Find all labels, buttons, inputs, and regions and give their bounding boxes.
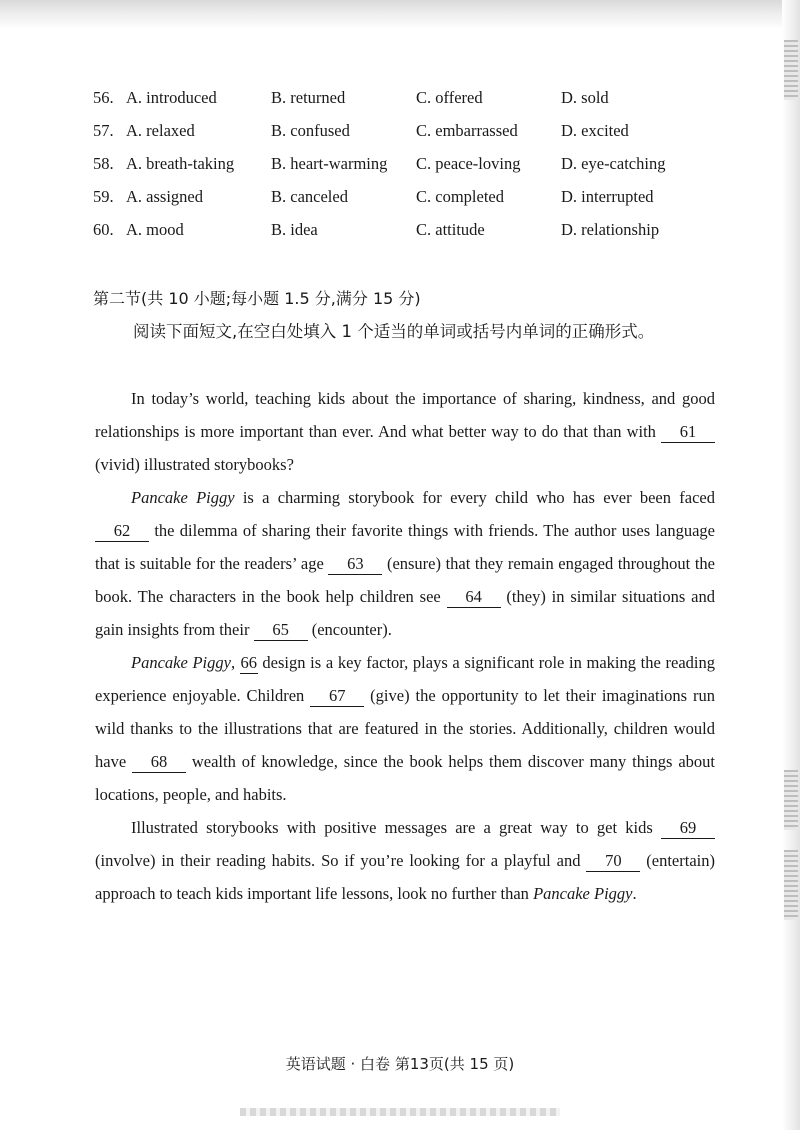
- option-a: A. relaxed: [126, 121, 195, 140]
- text-span: (entertain) approach to teach kids important life lessons, look no further than: [95, 851, 715, 903]
- paragraph-2: [95, 481, 715, 646]
- question-number: 60.: [93, 220, 114, 239]
- blank-68: 68: [132, 752, 186, 773]
- option-b: B. canceled: [271, 187, 348, 206]
- blank-62: 62: [95, 521, 149, 542]
- option-c: C. attitude: [416, 220, 485, 239]
- paragraph-4: [95, 811, 715, 910]
- text-span: .: [632, 884, 637, 903]
- option-b: B. confused: [271, 121, 350, 140]
- book-title: Pancake Piggy: [533, 884, 633, 903]
- section-title: 第二节(共 10 小题;每小题 1.5 分,满分 15 分): [93, 289, 421, 308]
- book-title: Pancake Piggy: [131, 488, 235, 507]
- book-title: Pancake Piggy: [131, 653, 231, 672]
- section-instruction: 阅读下面短文,在空白处填入 1 个适当的单词或括号内单词的正确形式。: [133, 322, 655, 341]
- option-b: B. idea: [271, 220, 318, 239]
- option-c: C. offered: [416, 88, 483, 107]
- question-number: 57.: [93, 121, 114, 140]
- text-span: is a charming storybook for every child who has ever been faced: [234, 488, 715, 507]
- page-footer: 英语试题 · 白卷 第13页(共 15 页): [285, 1055, 515, 1073]
- scan-mark: [784, 850, 798, 920]
- blank-70: 70: [586, 851, 640, 872]
- scan-shadow-bottom: [240, 1108, 560, 1116]
- text-span: (vivid) illustrated storybooks?: [95, 455, 294, 474]
- question-number: 58.: [93, 154, 114, 173]
- text-span: (ensure) that they remain engaged throughout the book. The characters in the book help children see: [95, 554, 715, 606]
- blank-65: 65: [254, 620, 308, 641]
- text-span: Illustrated storybooks with positive messages are a great way to get kids: [131, 818, 661, 837]
- text-span: design is a key factor, plays a significant role in making the reading experience enjoyable. Children: [95, 653, 715, 705]
- option-d: D. interrupted: [561, 187, 654, 206]
- reading-passage: [95, 382, 715, 910]
- option-a: A. breath-taking: [126, 154, 235, 173]
- text-span: (they) in similar situations and gain insights from their: [95, 587, 715, 639]
- blank-66: 66: [240, 653, 257, 672]
- text-span: the dilemma of sharing their favorite things with friends. The author uses language that is suitable for the readers’ age: [95, 521, 715, 573]
- option-c: C. peace-loving: [416, 154, 521, 173]
- text-span: wealth of knowledge, since the book helps them discover many things about locations, people, and habits.: [95, 752, 715, 804]
- blank-69: 69: [661, 818, 715, 839]
- option-a: A. introduced: [126, 88, 217, 107]
- scan-shadow-right: [782, 0, 800, 1130]
- question-number: 59.: [93, 187, 114, 206]
- option-c: C. embarrassed: [416, 121, 518, 140]
- option-b: B. returned: [271, 88, 346, 107]
- option-d: D. sold: [561, 88, 609, 107]
- text-span: (encounter).: [307, 620, 392, 639]
- paragraph-1: [95, 382, 715, 481]
- scan-mark: [784, 40, 798, 100]
- text-span: In today’s world, teaching kids about the importance of sharing, kindness, and good relationships is more important than ever. And what better way to do that than with: [95, 389, 715, 441]
- scan-mark: [784, 770, 798, 830]
- blank-67: 67: [310, 686, 364, 707]
- option-a: A. mood: [126, 220, 184, 239]
- blank-61: 61: [661, 422, 715, 443]
- option-d: D. excited: [561, 121, 629, 140]
- blank-63: 63: [328, 554, 382, 575]
- blank-64: 64: [447, 587, 501, 608]
- text-span: ,: [230, 653, 240, 672]
- option-d: D. relationship: [561, 220, 660, 239]
- option-d: D. eye-catching: [561, 154, 666, 173]
- option-c: C. completed: [416, 187, 504, 206]
- scan-shadow-top: [0, 0, 800, 30]
- text-span: (give) the opportunity to let their imaginations run wild thanks to the illustrations that are featured in the stories. Additionally, children would have: [95, 686, 715, 771]
- text-span: (involve) in their reading habits. So if you’re looking for a playful and: [95, 851, 587, 870]
- paragraph-3: [95, 646, 715, 811]
- question-number: 56.: [93, 88, 114, 107]
- option-a: A. assigned: [126, 187, 203, 206]
- option-b: B. heart-warming: [271, 154, 388, 173]
